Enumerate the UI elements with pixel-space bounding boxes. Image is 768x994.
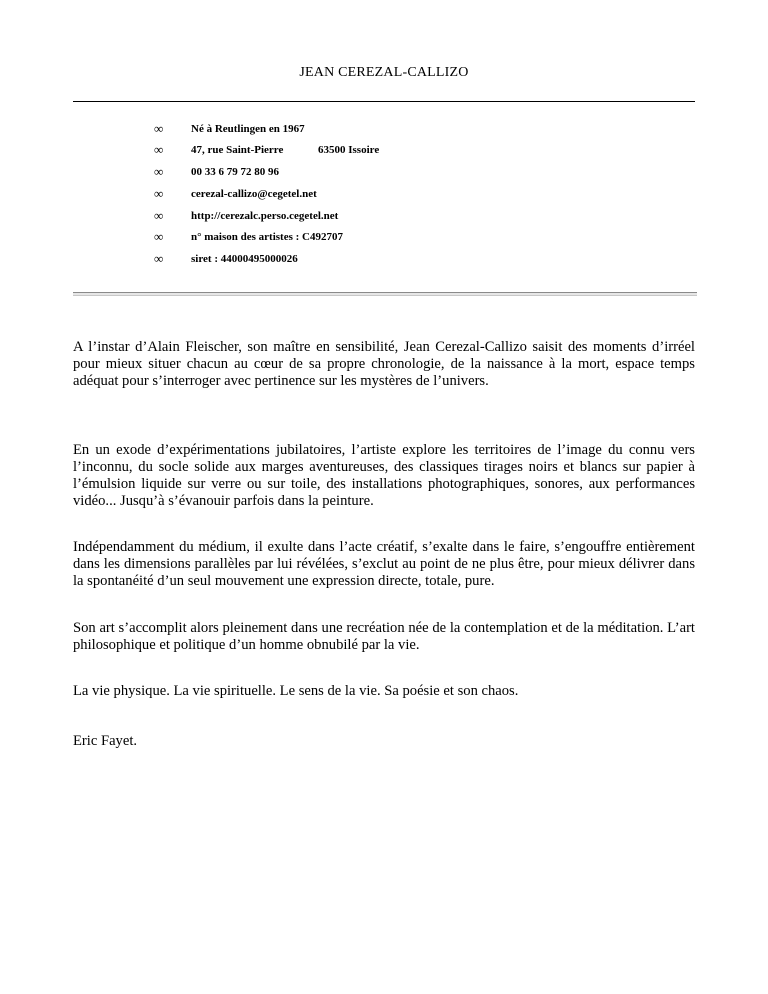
street-address: 47, rue Saint-Pierre bbox=[191, 144, 284, 156]
contact-address bbox=[0, 141, 768, 159]
infinity-bullet-icon: ∞ bbox=[154, 208, 164, 223]
phone-number: 00 33 6 79 72 80 96 bbox=[191, 166, 279, 178]
paragraph: La vie physique. La vie spirituelle. Le sens de la vie. Sa poésie et son chaos. bbox=[73, 683, 519, 699]
infinity-bullet-icon: ∞ bbox=[154, 164, 164, 179]
paragraph: Son art s’accomplit alors pleinement dans une recréation née de la contemplation et de la méditation. L’art philosophique et politique d’un homme obnubilé par la vie. bbox=[73, 620, 695, 653]
postal-city: 63500 Issoire bbox=[318, 144, 380, 156]
section-divider bbox=[73, 292, 697, 296]
title-divider bbox=[73, 101, 695, 102]
siret-number: siret : 44000495000026 bbox=[191, 253, 298, 265]
paragraph: A l’instar d’Alain Fleischer, son maître en sensibilité, Jean Cerezal-Callizo saisit des moments d’irréel pour mieux situer chacun au cœur de sa propre chronologie, de la naissance à la mort, espace temps adéquat pour s’interroger avec pertinence sur les mystères de l’univers. bbox=[73, 339, 695, 389]
contact-email bbox=[0, 185, 768, 203]
birth-info: Né à Reutlingen en 1967 bbox=[191, 123, 305, 135]
infinity-bullet-icon: ∞ bbox=[154, 142, 164, 157]
paragraph: Indépendamment du médium, il exulte dans l’acte créatif, s’exalte dans le faire, s’engouffre entièrement dans les dimensions parallèles par lui révélées, s’exclut au point de ne plus être, pour mieux délivrer dans la spontanéité d’un seul mouvement une expression directe, totale, pure. bbox=[73, 539, 695, 589]
page-title: JEAN CEREZAL-CALLIZO bbox=[299, 65, 469, 80]
contact-phone bbox=[0, 163, 768, 181]
infinity-bullet-icon: ∞ bbox=[154, 229, 164, 244]
infinity-bullet-icon: ∞ bbox=[154, 186, 164, 201]
paragraph: En un exode d’expérimentations jubilatoires, l’artiste explore les territoires de l’image du connu vers l’inconnu, du socle solide aux marges aventureuses, des classiques tirages noirs et blancs sur papier à l’émulsion liquide sur verre ou sur toile, des installations photographiques, sonores, aux performances vidéo... Jusqu’à s’évanouir parfois dans la peinture. bbox=[73, 442, 695, 509]
contact-birth bbox=[0, 120, 768, 138]
website-url: http://cerezalc.perso.cegetel.net bbox=[191, 210, 339, 222]
author-signature: Eric Fayet. bbox=[73, 733, 138, 749]
email-address: cerezal-callizo@cegetel.net bbox=[191, 188, 317, 200]
contact-website bbox=[0, 207, 768, 225]
contact-artist-number bbox=[0, 228, 768, 246]
artist-registration: n° maison des artistes : C492707 bbox=[191, 231, 343, 243]
contact-siret bbox=[0, 250, 768, 268]
infinity-bullet-icon: ∞ bbox=[154, 251, 164, 266]
infinity-bullet-icon: ∞ bbox=[154, 121, 164, 136]
